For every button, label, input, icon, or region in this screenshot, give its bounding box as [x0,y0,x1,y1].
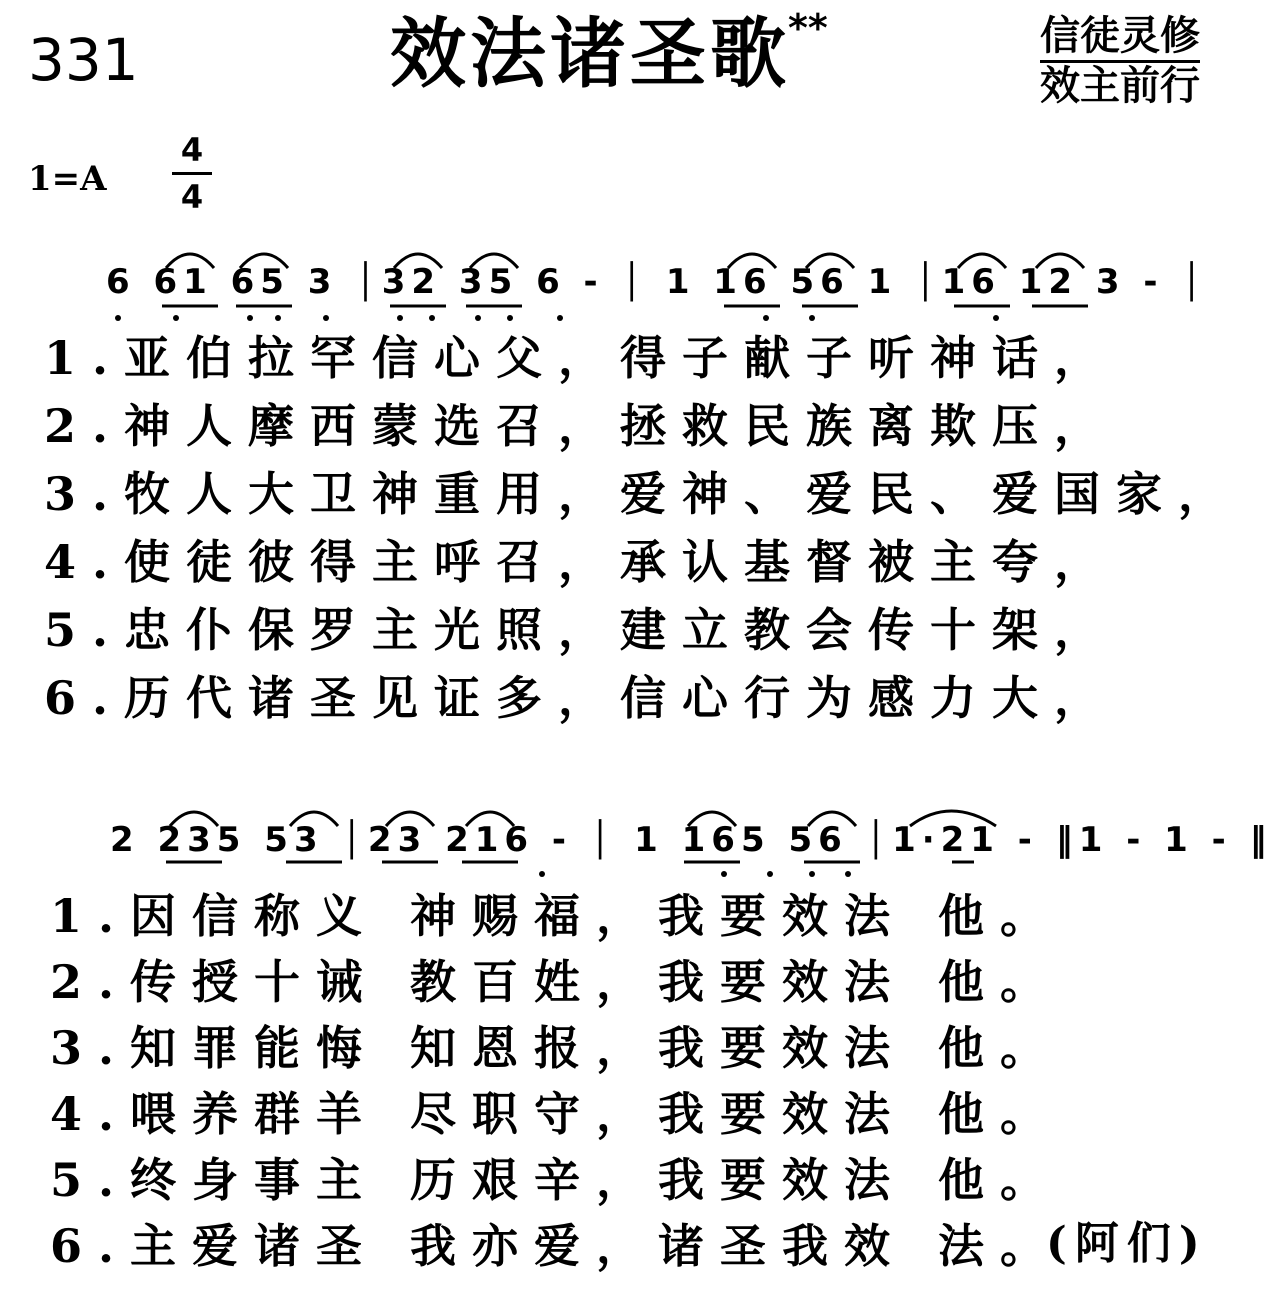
staff1-verse-2: 2.神人摩西蒙选召，拯救民族离欺压， [44,399,1117,453]
staff2-verse-4: 4.喂养群羊 尽职守，我要效法 他。 [50,1087,1063,1141]
staff1-verse-5: 5.忠仆保罗主光照，建立教会传十架， [44,603,1117,657]
key-signature: 1=A [28,159,107,199]
staff2-dots [539,871,851,877]
title-asterisks: ** [788,6,828,50]
amen-label: (阿们) [1046,1218,1208,1269]
staff1-notation: 6 61 65 3 │32 35 6 - │ 1 16 56 1 │16 12 3 - │ [106,262,1208,302]
time-signature-bottom: 4 [180,178,204,216]
category-line-1: 信徒灵修 [1040,14,1200,63]
staff1-verse-6: 6.历代诸圣见证多，信心行为感力大， [44,671,1117,725]
staff2-verse-2: 2.传授十诫 教百姓，我要效法 他。 [50,955,1063,1009]
staff2-verse-5: 5.终身事主 历艰辛，我要效法 他。 [50,1153,1063,1207]
staff2-verse-1: 1.因信称义 神赐福，我要效法 他。 [50,889,1063,943]
staff2-verse-3: 3.知罪能悔 知恩报，我要效法 他。 [50,1021,1063,1075]
category-line-2: 效主前行 [1040,63,1200,109]
staff1-verse-3: 3.牧人大卫神重用，爱神、爱民、爱国家， [44,467,1241,521]
time-signature-top: 4 [180,131,204,169]
staff2-verse-6: 6.主爱诸圣 我亦爱，诸圣我效 法。 [50,1219,1063,1273]
hymn-number: 331 [28,26,139,94]
staff1-verse-4: 4.使徒彼得主呼召，承认基督被主夸， [44,535,1117,589]
staff1-verse-1: 1.亚伯拉罕信心父，得子献子听神话， [44,331,1117,385]
staff1-dots [115,315,999,321]
staff2-notation: 2 235 53 │23 216 - │ 1 165 56 │1·21 - ‖1 - 1 - ‖ [110,820,1273,860]
hymn-title: 效法诸圣歌 [390,9,790,98]
